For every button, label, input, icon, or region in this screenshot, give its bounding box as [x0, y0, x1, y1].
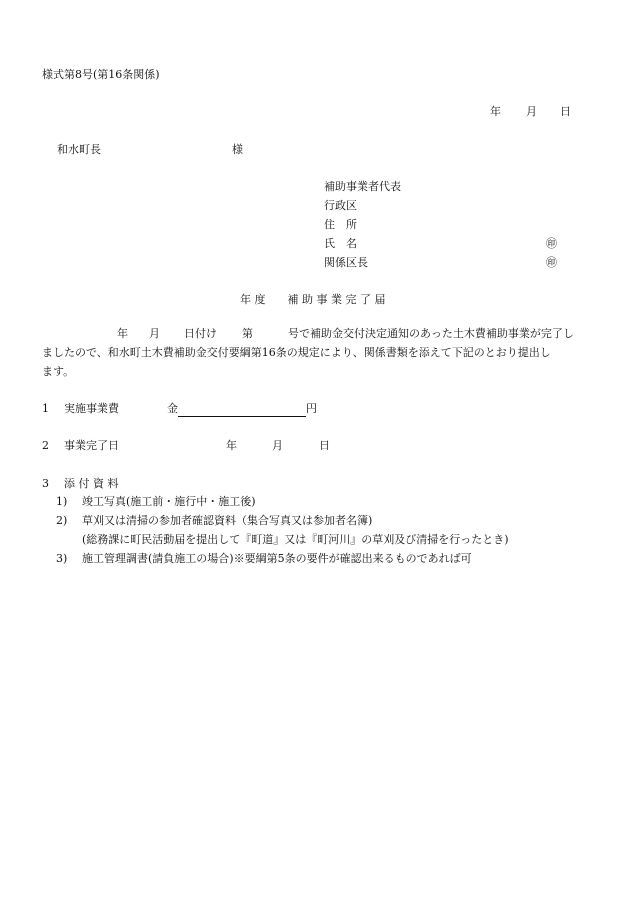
title-body: 補 助 事 業 完 了 届 — [287, 293, 386, 306]
attachment-3-text: 施工管理調書(請負施工の場合)※要綱第5条の要件が確認出来るものであれば可 — [82, 552, 472, 565]
item-completion-num: 2 — [42, 439, 49, 452]
date-month: 月 — [526, 105, 537, 118]
item-cost-blank-line — [178, 401, 306, 417]
item-cost-unit: 円 — [306, 402, 317, 415]
document-title — [240, 292, 407, 307]
body-number-prefix: 第 — [242, 327, 253, 340]
attachment-1-num: 1) — [56, 495, 68, 508]
seal-mark-head: ㊞ — [546, 256, 557, 269]
seal-mark-name: ㊞ — [546, 237, 557, 250]
attachment-2-note: (総務課に町民活動届を提出して『町道』又は『町河川』の草刈及び清掃を行ったとき) — [82, 533, 509, 546]
item-attachments-label: 添 付 資 料 — [64, 477, 119, 490]
item-cost-amount — [167, 401, 317, 417]
applicant-org: 補助事業者代表 — [324, 180, 401, 193]
date-day: 日 — [560, 105, 571, 118]
item-completion-label: 事業完了日 — [64, 439, 119, 452]
item-attachments-num: 3 — [42, 477, 49, 490]
body-line2: ましたので、和水町土木費補助金交付要綱第16条の規定により、関係書類を添えて下記のとおり提出し — [42, 346, 551, 359]
item-completion-month: 月 — [272, 439, 283, 452]
applicant-district-label: 行政区 — [324, 199, 357, 212]
applicant-address-label: 住 所 — [324, 218, 357, 231]
item-cost-label: 実施事業費 — [64, 402, 119, 415]
body-line3: ます。 — [42, 365, 75, 378]
attachment-3-num: 3) — [56, 552, 68, 565]
date-year: 年 — [490, 105, 501, 118]
title-year: 年 度 — [240, 293, 266, 306]
body-month: 月 — [149, 327, 160, 340]
attachment-2-text: 草刈又は清掃の参加者確認資料（集合写真又は参加者名簿) — [82, 514, 373, 527]
body-line1-rest: 号で補助金交付決定通知のあった土木費補助事業が完了し — [288, 327, 574, 340]
item-cost-prefix: 金 — [167, 402, 178, 415]
attachment-2-num: 2) — [56, 514, 68, 527]
recipient-name: 和水町長 — [57, 143, 101, 156]
item-cost-num: 1 — [42, 402, 49, 415]
form-id: 様式第8号(第16条関係) — [42, 68, 160, 81]
item-completion-day: 日 — [319, 439, 330, 452]
applicant-head-label: 関係区長 — [324, 256, 368, 269]
item-completion-year: 年 — [226, 439, 237, 452]
attachment-1-text: 竣工写真(施工前・施行中・施工後) — [82, 495, 256, 508]
applicant-name-label: 氏 名 — [324, 237, 357, 250]
recipient-honorific: 様 — [232, 143, 243, 156]
body-year: 年 — [117, 327, 128, 340]
body-day: 日付け — [184, 327, 217, 340]
